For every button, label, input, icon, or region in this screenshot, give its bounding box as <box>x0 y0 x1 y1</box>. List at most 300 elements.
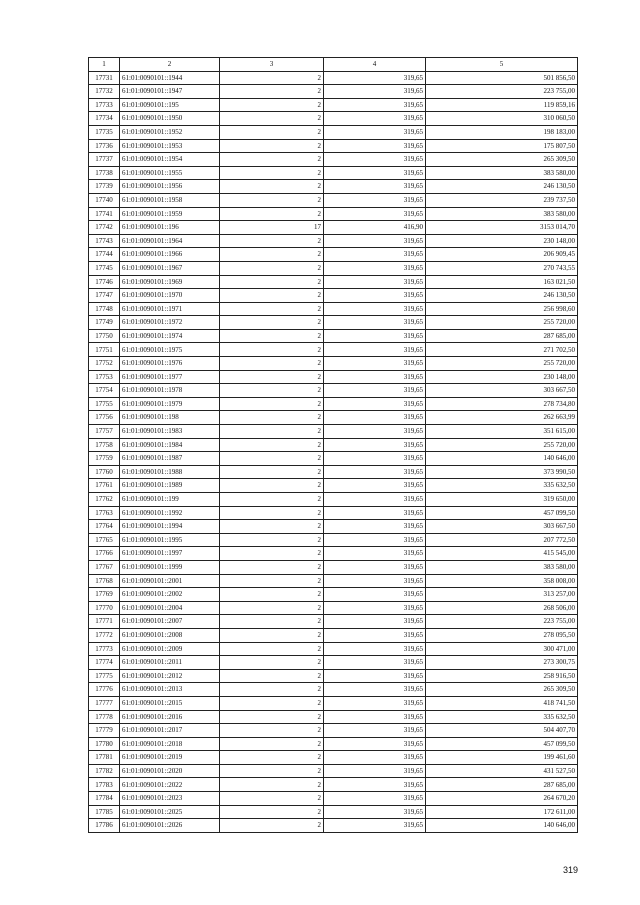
table-row <box>89 560 578 574</box>
value-cell: 319,65 <box>324 452 426 466</box>
total-cell: 3153 014,70 <box>426 221 578 235</box>
count-cell: 2 <box>220 778 324 792</box>
count-cell: 2 <box>220 547 324 561</box>
value-cell: 319,65 <box>324 710 426 724</box>
header-cell-col-1: 1 <box>89 58 120 72</box>
count-cell: 2 <box>220 261 324 275</box>
value-cell: 319,65 <box>324 153 426 167</box>
header-cell-col-4: 4 <box>324 58 426 72</box>
total-cell: 270 743,55 <box>426 261 578 275</box>
table-row <box>89 656 578 670</box>
cadastral-number-cell: 61:01:0090101::198 <box>120 411 220 425</box>
table-row <box>89 207 578 221</box>
count-cell: 2 <box>220 574 324 588</box>
count-cell: 2 <box>220 357 324 371</box>
total-cell: 501 856,50 <box>426 71 578 85</box>
total-cell: 271 702,50 <box>426 343 578 357</box>
row-number-cell: 17763 <box>89 506 120 520</box>
cadastral-number-cell: 61:01:0090101::2025 <box>120 805 220 819</box>
total-cell: 303 667,50 <box>426 520 578 534</box>
table-row <box>89 275 578 289</box>
cadastral-number-cell: 61:01:0090101::1974 <box>120 329 220 343</box>
value-cell: 319,65 <box>324 656 426 670</box>
table-row <box>89 479 578 493</box>
count-cell: 2 <box>220 560 324 574</box>
value-cell: 319,65 <box>324 479 426 493</box>
table-row <box>89 329 578 343</box>
row-number-cell: 17769 <box>89 588 120 602</box>
cadastral-number-cell: 61:01:0090101::2011 <box>120 656 220 670</box>
count-cell: 2 <box>220 506 324 520</box>
row-number-cell: 17775 <box>89 669 120 683</box>
value-cell: 319,65 <box>324 85 426 99</box>
row-number-cell: 17766 <box>89 547 120 561</box>
row-number-cell: 17771 <box>89 615 120 629</box>
row-number-cell: 17770 <box>89 601 120 615</box>
total-cell: 239 737,50 <box>426 193 578 207</box>
value-cell: 319,65 <box>324 234 426 248</box>
cadastral-number-cell: 61:01:0090101::1978 <box>120 384 220 398</box>
table-row <box>89 411 578 425</box>
table-body <box>89 71 578 832</box>
total-cell: 278 734,80 <box>426 397 578 411</box>
cadastral-number-cell: 61:01:0090101::2020 <box>120 764 220 778</box>
total-cell: 199 461,60 <box>426 751 578 765</box>
cadastral-number-cell: 61:01:0090101::1997 <box>120 547 220 561</box>
table-row <box>89 153 578 167</box>
cadastral-number-cell: 61:01:0090101::1983 <box>120 425 220 439</box>
value-cell: 319,65 <box>324 778 426 792</box>
table-row <box>89 792 578 806</box>
row-number-cell: 17773 <box>89 642 120 656</box>
count-cell: 2 <box>220 805 324 819</box>
total-cell: 335 632,50 <box>426 479 578 493</box>
cadastral-number-cell: 61:01:0090101::2023 <box>120 792 220 806</box>
table-row <box>89 710 578 724</box>
table-row <box>89 520 578 534</box>
value-cell: 319,65 <box>324 628 426 642</box>
value-cell: 319,65 <box>324 560 426 574</box>
cadastral-number-cell: 61:01:0090101::2004 <box>120 601 220 615</box>
count-cell: 2 <box>220 125 324 139</box>
table-row <box>89 85 578 99</box>
value-cell: 319,65 <box>324 533 426 547</box>
value-cell: 319,65 <box>324 669 426 683</box>
row-number-cell: 17778 <box>89 710 120 724</box>
count-cell: 2 <box>220 302 324 316</box>
row-number-cell: 17742 <box>89 221 120 235</box>
table-header <box>89 58 578 72</box>
table-row <box>89 166 578 180</box>
row-number-cell: 17776 <box>89 683 120 697</box>
row-number-cell: 17743 <box>89 234 120 248</box>
total-cell: 265 309,50 <box>426 683 578 697</box>
header-cell-col-5: 5 <box>426 58 578 72</box>
total-cell: 310 060,50 <box>426 112 578 126</box>
value-cell: 319,65 <box>324 493 426 507</box>
row-number-cell: 17747 <box>89 289 120 303</box>
count-cell: 2 <box>220 193 324 207</box>
row-number-cell: 17752 <box>89 357 120 371</box>
total-cell: 264 670,20 <box>426 792 578 806</box>
count-cell: 2 <box>220 520 324 534</box>
count-cell: 2 <box>220 656 324 670</box>
total-cell: 246 130,50 <box>426 289 578 303</box>
row-number-cell: 17777 <box>89 696 120 710</box>
value-cell: 319,65 <box>324 601 426 615</box>
cadastral-number-cell: 61:01:0090101::2026 <box>120 819 220 833</box>
header-cell-col-2: 2 <box>120 58 220 72</box>
count-cell: 2 <box>220 588 324 602</box>
value-cell: 319,65 <box>324 384 426 398</box>
row-number-cell: 17781 <box>89 751 120 765</box>
table-row <box>89 764 578 778</box>
value-cell: 319,65 <box>324 302 426 316</box>
table-row <box>89 574 578 588</box>
value-cell: 319,65 <box>324 696 426 710</box>
cadastral-number-cell: 61:01:0090101::1995 <box>120 533 220 547</box>
count-cell: 2 <box>220 764 324 778</box>
table-row <box>89 778 578 792</box>
count-cell: 2 <box>220 411 324 425</box>
count-cell: 2 <box>220 139 324 153</box>
total-cell: 255 720,00 <box>426 316 578 330</box>
value-cell: 319,65 <box>324 547 426 561</box>
row-number-cell: 17761 <box>89 479 120 493</box>
cadastral-number-cell: 61:01:0090101::1984 <box>120 438 220 452</box>
value-cell: 319,65 <box>324 139 426 153</box>
count-cell: 2 <box>220 166 324 180</box>
table-row <box>89 302 578 316</box>
row-number-cell: 17780 <box>89 737 120 751</box>
value-cell: 319,65 <box>324 370 426 384</box>
count-cell: 2 <box>220 438 324 452</box>
header-row <box>89 58 578 72</box>
count-cell: 2 <box>220 615 324 629</box>
value-cell: 319,65 <box>324 397 426 411</box>
row-number-cell: 17740 <box>89 193 120 207</box>
cadastral-number-cell: 61:01:0090101::2019 <box>120 751 220 765</box>
cadastral-number-cell: 61:01:0090101::2022 <box>120 778 220 792</box>
count-cell: 2 <box>220 207 324 221</box>
total-cell: 223 755,00 <box>426 615 578 629</box>
row-number-cell: 17748 <box>89 302 120 316</box>
table-row <box>89 180 578 194</box>
cadastral-number-cell: 61:01:0090101::1953 <box>120 139 220 153</box>
row-number-cell: 17753 <box>89 370 120 384</box>
value-cell: 319,65 <box>324 792 426 806</box>
total-cell: 246 130,50 <box>426 180 578 194</box>
count-cell: 17 <box>220 221 324 235</box>
table-row <box>89 452 578 466</box>
value-cell: 319,65 <box>324 343 426 357</box>
total-cell: 230 148,00 <box>426 234 578 248</box>
cadastral-number-cell: 61:01:0090101::1954 <box>120 153 220 167</box>
cadastral-number-cell: 61:01:0090101::1958 <box>120 193 220 207</box>
cadastral-number-cell: 61:01:0090101::1994 <box>120 520 220 534</box>
row-number-cell: 17779 <box>89 724 120 738</box>
count-cell: 2 <box>220 425 324 439</box>
value-cell: 319,65 <box>324 207 426 221</box>
table-row <box>89 139 578 153</box>
value-cell: 319,65 <box>324 166 426 180</box>
total-cell: 119 859,16 <box>426 98 578 112</box>
cadastral-number-cell: 61:01:0090101::1975 <box>120 343 220 357</box>
row-number-cell: 17744 <box>89 248 120 262</box>
row-number-cell: 17731 <box>89 71 120 85</box>
total-cell: 175 807,50 <box>426 139 578 153</box>
count-cell: 2 <box>220 275 324 289</box>
value-cell: 319,65 <box>324 588 426 602</box>
row-number-cell: 17734 <box>89 112 120 126</box>
value-cell: 319,65 <box>324 275 426 289</box>
row-number-cell: 17786 <box>89 819 120 833</box>
cadastral-number-cell: 61:01:0090101::2001 <box>120 574 220 588</box>
table-row <box>89 125 578 139</box>
total-cell: 140 646,00 <box>426 452 578 466</box>
count-cell: 2 <box>220 234 324 248</box>
page-number: 319 <box>563 865 579 875</box>
cadastral-number-cell: 61:01:0090101::2008 <box>120 628 220 642</box>
row-number-cell: 17745 <box>89 261 120 275</box>
total-cell: 206 909,45 <box>426 248 578 262</box>
total-cell: 256 998,60 <box>426 302 578 316</box>
count-cell: 2 <box>220 628 324 642</box>
cadastral-number-cell: 61:01:0090101::196 <box>120 221 220 235</box>
table-row <box>89 357 578 371</box>
table-row <box>89 425 578 439</box>
total-cell: 273 300,75 <box>426 656 578 670</box>
table-row <box>89 316 578 330</box>
cadastral-number-cell: 61:01:0090101::1950 <box>120 112 220 126</box>
count-cell: 2 <box>220 98 324 112</box>
cadastral-number-cell: 61:01:0090101::1970 <box>120 289 220 303</box>
row-number-cell: 17749 <box>89 316 120 330</box>
value-cell: 319,65 <box>324 98 426 112</box>
total-cell: 457 099,50 <box>426 737 578 751</box>
total-cell: 255 720,00 <box>426 357 578 371</box>
total-cell: 262 663,99 <box>426 411 578 425</box>
count-cell: 2 <box>220 384 324 398</box>
value-cell: 319,65 <box>324 329 426 343</box>
cadastral-number-cell: 61:01:0090101::1999 <box>120 560 220 574</box>
cadastral-number-cell: 61:01:0090101::1987 <box>120 452 220 466</box>
table-row <box>89 628 578 642</box>
cadastral-number-cell: 61:01:0090101::1964 <box>120 234 220 248</box>
total-cell: 287 685,00 <box>426 329 578 343</box>
cadastral-number-cell: 61:01:0090101::199 <box>120 493 220 507</box>
value-cell: 319,65 <box>324 683 426 697</box>
count-cell: 2 <box>220 642 324 656</box>
row-number-cell: 17785 <box>89 805 120 819</box>
table-row <box>89 234 578 248</box>
value-cell: 319,65 <box>324 289 426 303</box>
table-row <box>89 819 578 833</box>
total-cell: 255 720,00 <box>426 438 578 452</box>
row-number-cell: 17765 <box>89 533 120 547</box>
value-cell: 319,65 <box>324 574 426 588</box>
header-cell-col-3: 3 <box>220 58 324 72</box>
count-cell: 2 <box>220 248 324 262</box>
cadastral-number-cell: 61:01:0090101::195 <box>120 98 220 112</box>
cadastral-number-cell: 61:01:0090101::2009 <box>120 642 220 656</box>
value-cell: 319,65 <box>324 642 426 656</box>
total-cell: 278 095,50 <box>426 628 578 642</box>
total-cell: 287 685,00 <box>426 778 578 792</box>
count-cell: 2 <box>220 316 324 330</box>
row-number-cell: 17739 <box>89 180 120 194</box>
total-cell: 172 611,00 <box>426 805 578 819</box>
value-cell: 319,65 <box>324 764 426 778</box>
count-cell: 2 <box>220 329 324 343</box>
total-cell: 415 545,00 <box>426 547 578 561</box>
cadastral-number-cell: 61:01:0090101::1947 <box>120 85 220 99</box>
row-number-cell: 17757 <box>89 425 120 439</box>
table-row <box>89 493 578 507</box>
cadastral-number-cell: 61:01:0090101::1955 <box>120 166 220 180</box>
value-cell: 319,65 <box>324 751 426 765</box>
cadastral-number-cell: 61:01:0090101::2002 <box>120 588 220 602</box>
cadastral-number-cell: 61:01:0090101::1988 <box>120 465 220 479</box>
cadastral-number-cell: 61:01:0090101::1967 <box>120 261 220 275</box>
total-cell: 313 257,00 <box>426 588 578 602</box>
total-cell: 504 407,70 <box>426 724 578 738</box>
count-cell: 2 <box>220 71 324 85</box>
total-cell: 303 667,50 <box>426 384 578 398</box>
row-number-cell: 17733 <box>89 98 120 112</box>
count-cell: 2 <box>220 180 324 194</box>
table-row <box>89 71 578 85</box>
total-cell: 265 309,50 <box>426 153 578 167</box>
cadastral-number-cell: 61:01:0090101::1971 <box>120 302 220 316</box>
table-row <box>89 221 578 235</box>
table-row <box>89 683 578 697</box>
value-cell: 319,65 <box>324 737 426 751</box>
count-cell: 2 <box>220 819 324 833</box>
table-row <box>89 248 578 262</box>
value-cell: 319,65 <box>324 357 426 371</box>
table-row <box>89 506 578 520</box>
row-number-cell: 17774 <box>89 656 120 670</box>
cadastral-number-cell: 61:01:0090101::1966 <box>120 248 220 262</box>
row-number-cell: 17732 <box>89 85 120 99</box>
table-row <box>89 615 578 629</box>
count-cell: 2 <box>220 724 324 738</box>
value-cell: 319,65 <box>324 615 426 629</box>
row-number-cell: 17759 <box>89 452 120 466</box>
total-cell: 163 021,50 <box>426 275 578 289</box>
value-cell: 319,65 <box>324 180 426 194</box>
cadastral-number-cell: 61:01:0090101::1952 <box>120 125 220 139</box>
count-cell: 2 <box>220 112 324 126</box>
table-row <box>89 343 578 357</box>
value-cell: 319,65 <box>324 438 426 452</box>
row-number-cell: 17756 <box>89 411 120 425</box>
row-number-cell: 17754 <box>89 384 120 398</box>
cadastral-number-cell: 61:01:0090101::1979 <box>120 397 220 411</box>
row-number-cell: 17767 <box>89 560 120 574</box>
table-row <box>89 465 578 479</box>
table-row <box>89 370 578 384</box>
count-cell: 2 <box>220 737 324 751</box>
total-cell: 207 772,50 <box>426 533 578 547</box>
count-cell: 2 <box>220 601 324 615</box>
table-row <box>89 98 578 112</box>
row-number-cell: 17735 <box>89 125 120 139</box>
value-cell: 319,65 <box>324 805 426 819</box>
value-cell: 319,65 <box>324 316 426 330</box>
cadastral-number-cell: 61:01:0090101::2015 <box>120 696 220 710</box>
value-cell: 319,65 <box>324 465 426 479</box>
row-number-cell: 17755 <box>89 397 120 411</box>
row-number-cell: 17764 <box>89 520 120 534</box>
cadastral-number-cell: 61:01:0090101::1969 <box>120 275 220 289</box>
cadastral-number-cell: 61:01:0090101::2017 <box>120 724 220 738</box>
count-cell: 2 <box>220 452 324 466</box>
cadastral-number-cell: 61:01:0090101::1956 <box>120 180 220 194</box>
table-row <box>89 669 578 683</box>
table-row <box>89 261 578 275</box>
value-cell: 319,65 <box>324 71 426 85</box>
table-row <box>89 547 578 561</box>
row-number-cell: 17750 <box>89 329 120 343</box>
value-cell: 319,65 <box>324 411 426 425</box>
table-row <box>89 533 578 547</box>
table-row <box>89 724 578 738</box>
count-cell: 2 <box>220 683 324 697</box>
table-row <box>89 588 578 602</box>
count-cell: 2 <box>220 710 324 724</box>
total-cell: 198 183,00 <box>426 125 578 139</box>
row-number-cell: 17760 <box>89 465 120 479</box>
count-cell: 2 <box>220 669 324 683</box>
row-number-cell: 17751 <box>89 343 120 357</box>
table-row <box>89 193 578 207</box>
count-cell: 2 <box>220 465 324 479</box>
total-cell: 268 506,00 <box>426 601 578 615</box>
row-number-cell: 17782 <box>89 764 120 778</box>
table-row <box>89 438 578 452</box>
count-cell: 2 <box>220 479 324 493</box>
row-number-cell: 17736 <box>89 139 120 153</box>
count-cell: 2 <box>220 792 324 806</box>
cadastral-number-cell: 61:01:0090101::2012 <box>120 669 220 683</box>
total-cell: 230 148,00 <box>426 370 578 384</box>
total-cell: 383 580,00 <box>426 207 578 221</box>
cadastral-number-cell: 61:01:0090101::1976 <box>120 357 220 371</box>
total-cell: 418 741,50 <box>426 696 578 710</box>
count-cell: 2 <box>220 533 324 547</box>
count-cell: 2 <box>220 370 324 384</box>
total-cell: 335 632,50 <box>426 710 578 724</box>
value-cell: 319,65 <box>324 261 426 275</box>
value-cell: 319,65 <box>324 425 426 439</box>
count-cell: 2 <box>220 493 324 507</box>
table-row <box>89 384 578 398</box>
row-number-cell: 17762 <box>89 493 120 507</box>
cadastral-number-cell: 61:01:0090101::2007 <box>120 615 220 629</box>
total-cell: 457 099,50 <box>426 506 578 520</box>
cadastral-number-cell: 61:01:0090101::1972 <box>120 316 220 330</box>
total-cell: 319 650,00 <box>426 493 578 507</box>
count-cell: 2 <box>220 289 324 303</box>
cadastral-table <box>88 57 578 833</box>
total-cell: 351 615,00 <box>426 425 578 439</box>
count-cell: 2 <box>220 153 324 167</box>
total-cell: 258 916,50 <box>426 669 578 683</box>
row-number-cell: 17784 <box>89 792 120 806</box>
table-row <box>89 601 578 615</box>
